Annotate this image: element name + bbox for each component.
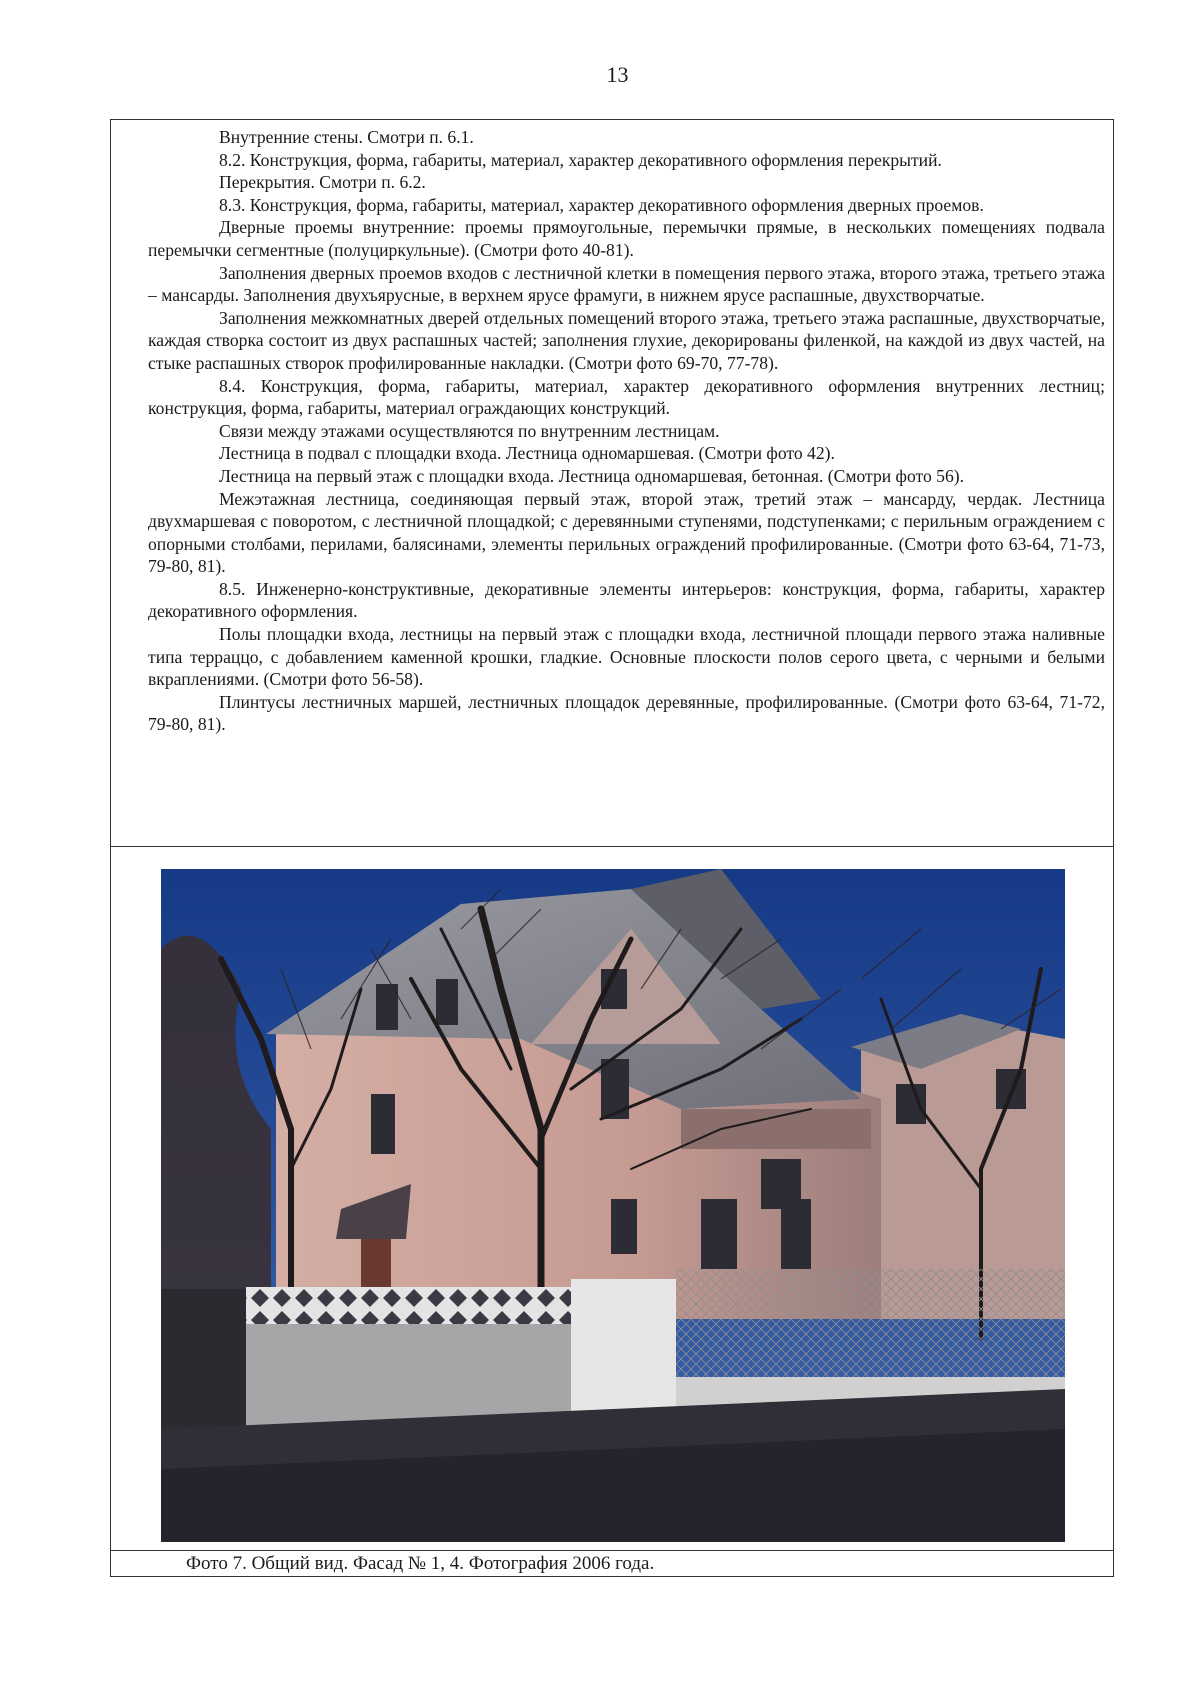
- paragraph: 8.3. Конструкция, форма, габариты, материал, характер декоративного оформления дверных проемов.: [219, 194, 984, 215]
- paragraph: Дверные проемы внутренние: проемы прямоугольные, перемычки прямые, в нескольких помещениях подвала перемычки сегментные (полуциркульные). (Смотри фото 40-81).: [148, 217, 1105, 260]
- paragraph: Внутренние стены. Смотри п. 6.1.: [219, 127, 474, 147]
- photo-section: [111, 847, 1113, 1552]
- paragraph: Перекрытия. Смотри п. 6.2.: [219, 172, 426, 193]
- page-number: 13: [606, 62, 629, 87]
- building-photo: [161, 869, 1065, 1542]
- paragraph: Плинтусы лестничных маршей, лестничных площадок деревянные, профилированные. (Смотри фото 63-64, 71-72, 79-80, 81).: [148, 691, 1105, 735]
- paragraph: Лестница на первый этаж с площадки входа. Лестница одномаршевая, бетонная. (Смотри фото 56).: [219, 465, 965, 486]
- paragraph: 8.5. Инженерно-конструктивные, декоративные элементы интерьеров: конструкция, форма, габариты, характер декоративного оформления.: [148, 578, 1105, 622]
- paragraph: Полы площадки входа, лестницы на первый этаж с площадки входа, лестничной площади первого этажа наливные типа терраццо, с добавлением каменной крошки, гладкие. Основные плоскости полов серого цвета, с черными и белыми вкраплениями. (Смотри фото 56-58).: [148, 624, 1105, 690]
- paragraph: Межэтажная лестница, соединяющая первый этаж, второй этаж, третий этаж – мансарду, чердак. Лестница двухмаршевая с поворотом, с лестничной площадкой; с деревянными ступенями, подступенками; с перильным ограждением с опорными столбами, перилами, балясинами, элементы перильных ограждений профилированные. (Смотри фото 63-64, 71-73, 79-80, 81).: [148, 488, 1105, 577]
- text-section: [111, 120, 1113, 847]
- document-table: [110, 119, 1114, 1577]
- paragraph: Связи между этажами осуществляются по внутренним лестницам.: [219, 420, 720, 441]
- photo-caption: Фото 7. Общий вид. Фасад № 1, 4. Фотография 2006 года.: [111, 1550, 1113, 1576]
- paragraph: 8.2. Конструкция, форма, габариты, материал, характер декоративного оформления перекрытий.: [219, 149, 942, 170]
- paragraph: Заполнения дверных проемов входов с лестничной клетки в помещения первого этажа, второго этажа, третьего этажа – мансарды. Заполнения двухъярусные, в верхнем ярусе фрамуги, в нижнем ярусе распашные, двухстворчатые.: [148, 262, 1105, 306]
- paragraph: Заполнения межкомнатных дверей отдельных помещений второго этажа, третьего этажа распашные, двухстворчатые, каждая створка состоит из двух распашных частей; заполнения глухие, декорированы филенкой, на каждой из двух частей, на стыке распашных створок профилированные накладки. (Смотри фото 69-70, 77-78).: [148, 307, 1105, 373]
- paragraph: Лестница в подвал с площадки входа. Лестница одномаршевая. (Смотри фото 42).: [219, 443, 835, 464]
- paragraph: 8.4. Конструкция, форма, габариты, материал, характер декоративного оформления внутренних лестниц; конструкция, форма, габариты, материал ограждающих конструкций.: [148, 375, 1105, 419]
